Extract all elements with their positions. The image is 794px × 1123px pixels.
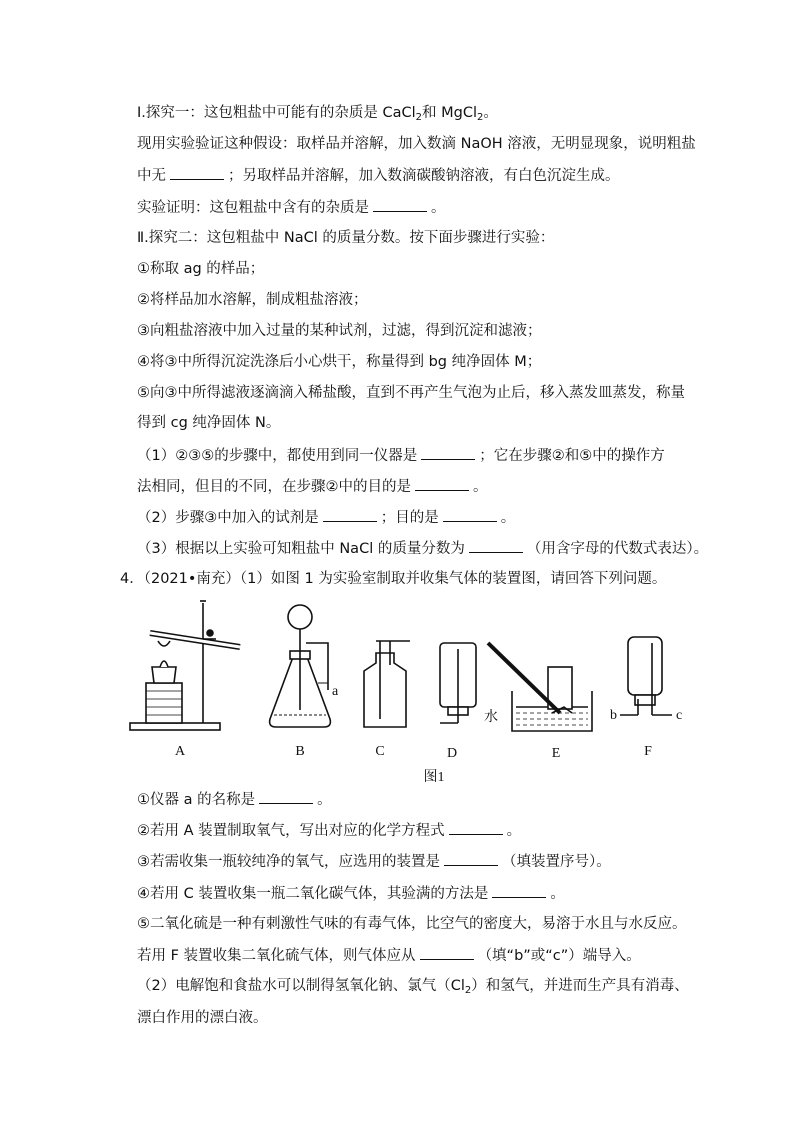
answer-blank[interactable] <box>444 851 498 866</box>
line-text: （填装置序号）。 <box>502 854 611 870</box>
subscript: 2 <box>464 985 472 996</box>
line-text: 若用 F 装置收集二氧化硫气体，则气体应从 <box>137 948 416 964</box>
label-F: F <box>644 744 652 759</box>
text-line <box>137 321 542 341</box>
line-text: ；目的是 <box>380 510 439 526</box>
answer-blank[interactable] <box>469 538 523 553</box>
text-line <box>137 945 641 966</box>
text-line <box>137 820 521 841</box>
answer-blank[interactable] <box>421 445 475 460</box>
text-line <box>137 476 488 497</box>
line-text: 。 <box>500 510 516 526</box>
line-text: （2）电解饱和食盐水可以制得氢氧化钠、氯气（Cl <box>137 978 465 994</box>
text-line <box>137 507 515 528</box>
line-text: （3）根据以上实验可知粗盐中 NaCl 的质量分数为 <box>137 541 465 557</box>
line-text: 漂白作用的漂白液。 <box>137 1010 268 1026</box>
line-text: ②将样品加水溶解，制成粗盐溶液； <box>137 292 368 308</box>
line-text: ④将③中所得沉淀洗涤后小心烘干，称量得到 bg 纯净固体 M； <box>137 354 542 370</box>
text-line <box>137 103 498 128</box>
line-text: ；另取样品并溶解，加入数滴碳酸钠溶液，有白色沉淀生成。 <box>228 168 620 184</box>
line-text: Ⅰ.探究一：这包粗盐中可能有的杂质是 CaCl <box>137 105 416 121</box>
answer-blank[interactable] <box>449 820 503 835</box>
line-text: 。 <box>506 823 522 839</box>
line-text: 实验证明：这包粗盐中含有的杂质是 <box>137 200 369 216</box>
text-line <box>137 165 620 186</box>
text-line <box>137 228 554 248</box>
line-text: ③若需收集一瓶较纯净的氧气，应选用的装置是 <box>137 854 440 870</box>
line-text: ④若用 C 装置收集一瓶二氧化碳气体，其验满的方法是 <box>137 886 489 902</box>
label-C: C <box>375 744 385 759</box>
line-text: （填“b”或“c”）端导入。 <box>477 948 641 964</box>
apparatus-c <box>364 641 410 727</box>
text-line <box>137 538 708 559</box>
answer-blank[interactable] <box>323 507 377 522</box>
line-text: 和 MgCl <box>422 105 478 121</box>
line-text: ；它在步骤②和⑤中的操作方 <box>479 448 665 464</box>
line-text: 。 <box>317 792 332 808</box>
text-line <box>137 851 611 872</box>
text-line <box>137 259 264 279</box>
figure-caption: 图1 <box>423 770 445 785</box>
line-text: ）和氢气，并进而生产具有消毒、 <box>471 978 689 994</box>
line-text: 。 <box>483 105 498 121</box>
text-line <box>137 883 565 904</box>
answer-blank[interactable] <box>415 476 469 491</box>
subscript: 2 <box>477 112 484 123</box>
text-line <box>137 134 696 154</box>
text-line <box>137 413 280 433</box>
line-text: Ⅱ.探究二：这包粗盐中 NaCl 的质量分数。按下面步骤进行实验： <box>137 230 555 246</box>
answer-blank[interactable] <box>420 945 474 960</box>
label-A: A <box>174 744 186 759</box>
answer-blank[interactable] <box>259 789 313 804</box>
line-text: 法相同，但目的不同，在步骤②中的目的是 <box>137 479 411 495</box>
apparatus-d <box>440 643 476 723</box>
text-line <box>137 197 446 218</box>
label-c: c <box>676 708 683 723</box>
line-text: （2）步骤③中加入的试剂是 <box>137 510 319 526</box>
answer-blank[interactable] <box>492 883 546 898</box>
label-a-pointer: a <box>332 684 339 699</box>
text-line <box>137 352 541 372</box>
text-line <box>137 1008 268 1028</box>
apparatus-b <box>270 605 331 727</box>
answer-blank[interactable] <box>373 197 427 212</box>
apparatus-a <box>130 601 240 730</box>
line-text: ①仪器 a 的名称是 <box>137 792 256 808</box>
label-E: E <box>551 746 561 761</box>
line-text: ①称取 ag 的样品； <box>137 261 265 277</box>
text-line <box>137 914 687 934</box>
label-B: B <box>295 744 305 759</box>
label-water: 水 <box>484 710 498 725</box>
apparatus-figure <box>128 595 688 795</box>
text-line <box>137 976 689 1001</box>
apparatus-f <box>620 637 672 715</box>
line-text: 现用实验验证这种假设：取样品并溶解，加入数滴 NaOH 溶液，无明显现象，说明粗盐 <box>137 136 696 152</box>
line-text: ②若用 A 装置制取氧气，写出对应的化学方程式 <box>137 823 445 839</box>
line-text: 。 <box>431 200 446 216</box>
apparatus-e <box>488 643 592 731</box>
text-line <box>137 383 685 403</box>
label-b: b <box>610 708 617 723</box>
line-text: ⑤向③中所得滤液逐滴滴入稀盐酸，直到不再产生气泡为止后，移入蒸发皿蒸发，称量 <box>137 385 685 401</box>
question-4-header <box>120 569 666 589</box>
text-line <box>137 789 332 810</box>
line-text: ③向粗盐溶液中加入过量的某种试剂，过滤，得到沉淀和滤液； <box>137 323 542 339</box>
text-line <box>137 445 665 466</box>
line-text: ⑤二氧化硫是一种有刺激性气味的有毒气体，比空气的密度大，易溶于水且与水反应。 <box>137 916 687 932</box>
text-line <box>137 290 368 310</box>
line-text: 中无 <box>137 168 166 184</box>
answer-blank[interactable] <box>443 507 497 522</box>
line-text: 。 <box>550 886 565 902</box>
answer-blank[interactable] <box>170 165 224 180</box>
subscript: 2 <box>415 112 423 123</box>
line-text: 得到 cg 纯净固体 N。 <box>137 415 281 431</box>
label-D: D <box>446 746 458 761</box>
line-text: （用含字母的代数式表达）。 <box>526 541 709 557</box>
line-text: 4．（2021•南充）（1）如图 1 为实验室制取并收集气体的装置图，请回答下列问题。 <box>120 571 667 587</box>
line-text: （1）②③⑤的步骤中，都使用到同一仪器是 <box>137 448 418 464</box>
line-text: 。 <box>473 479 488 495</box>
